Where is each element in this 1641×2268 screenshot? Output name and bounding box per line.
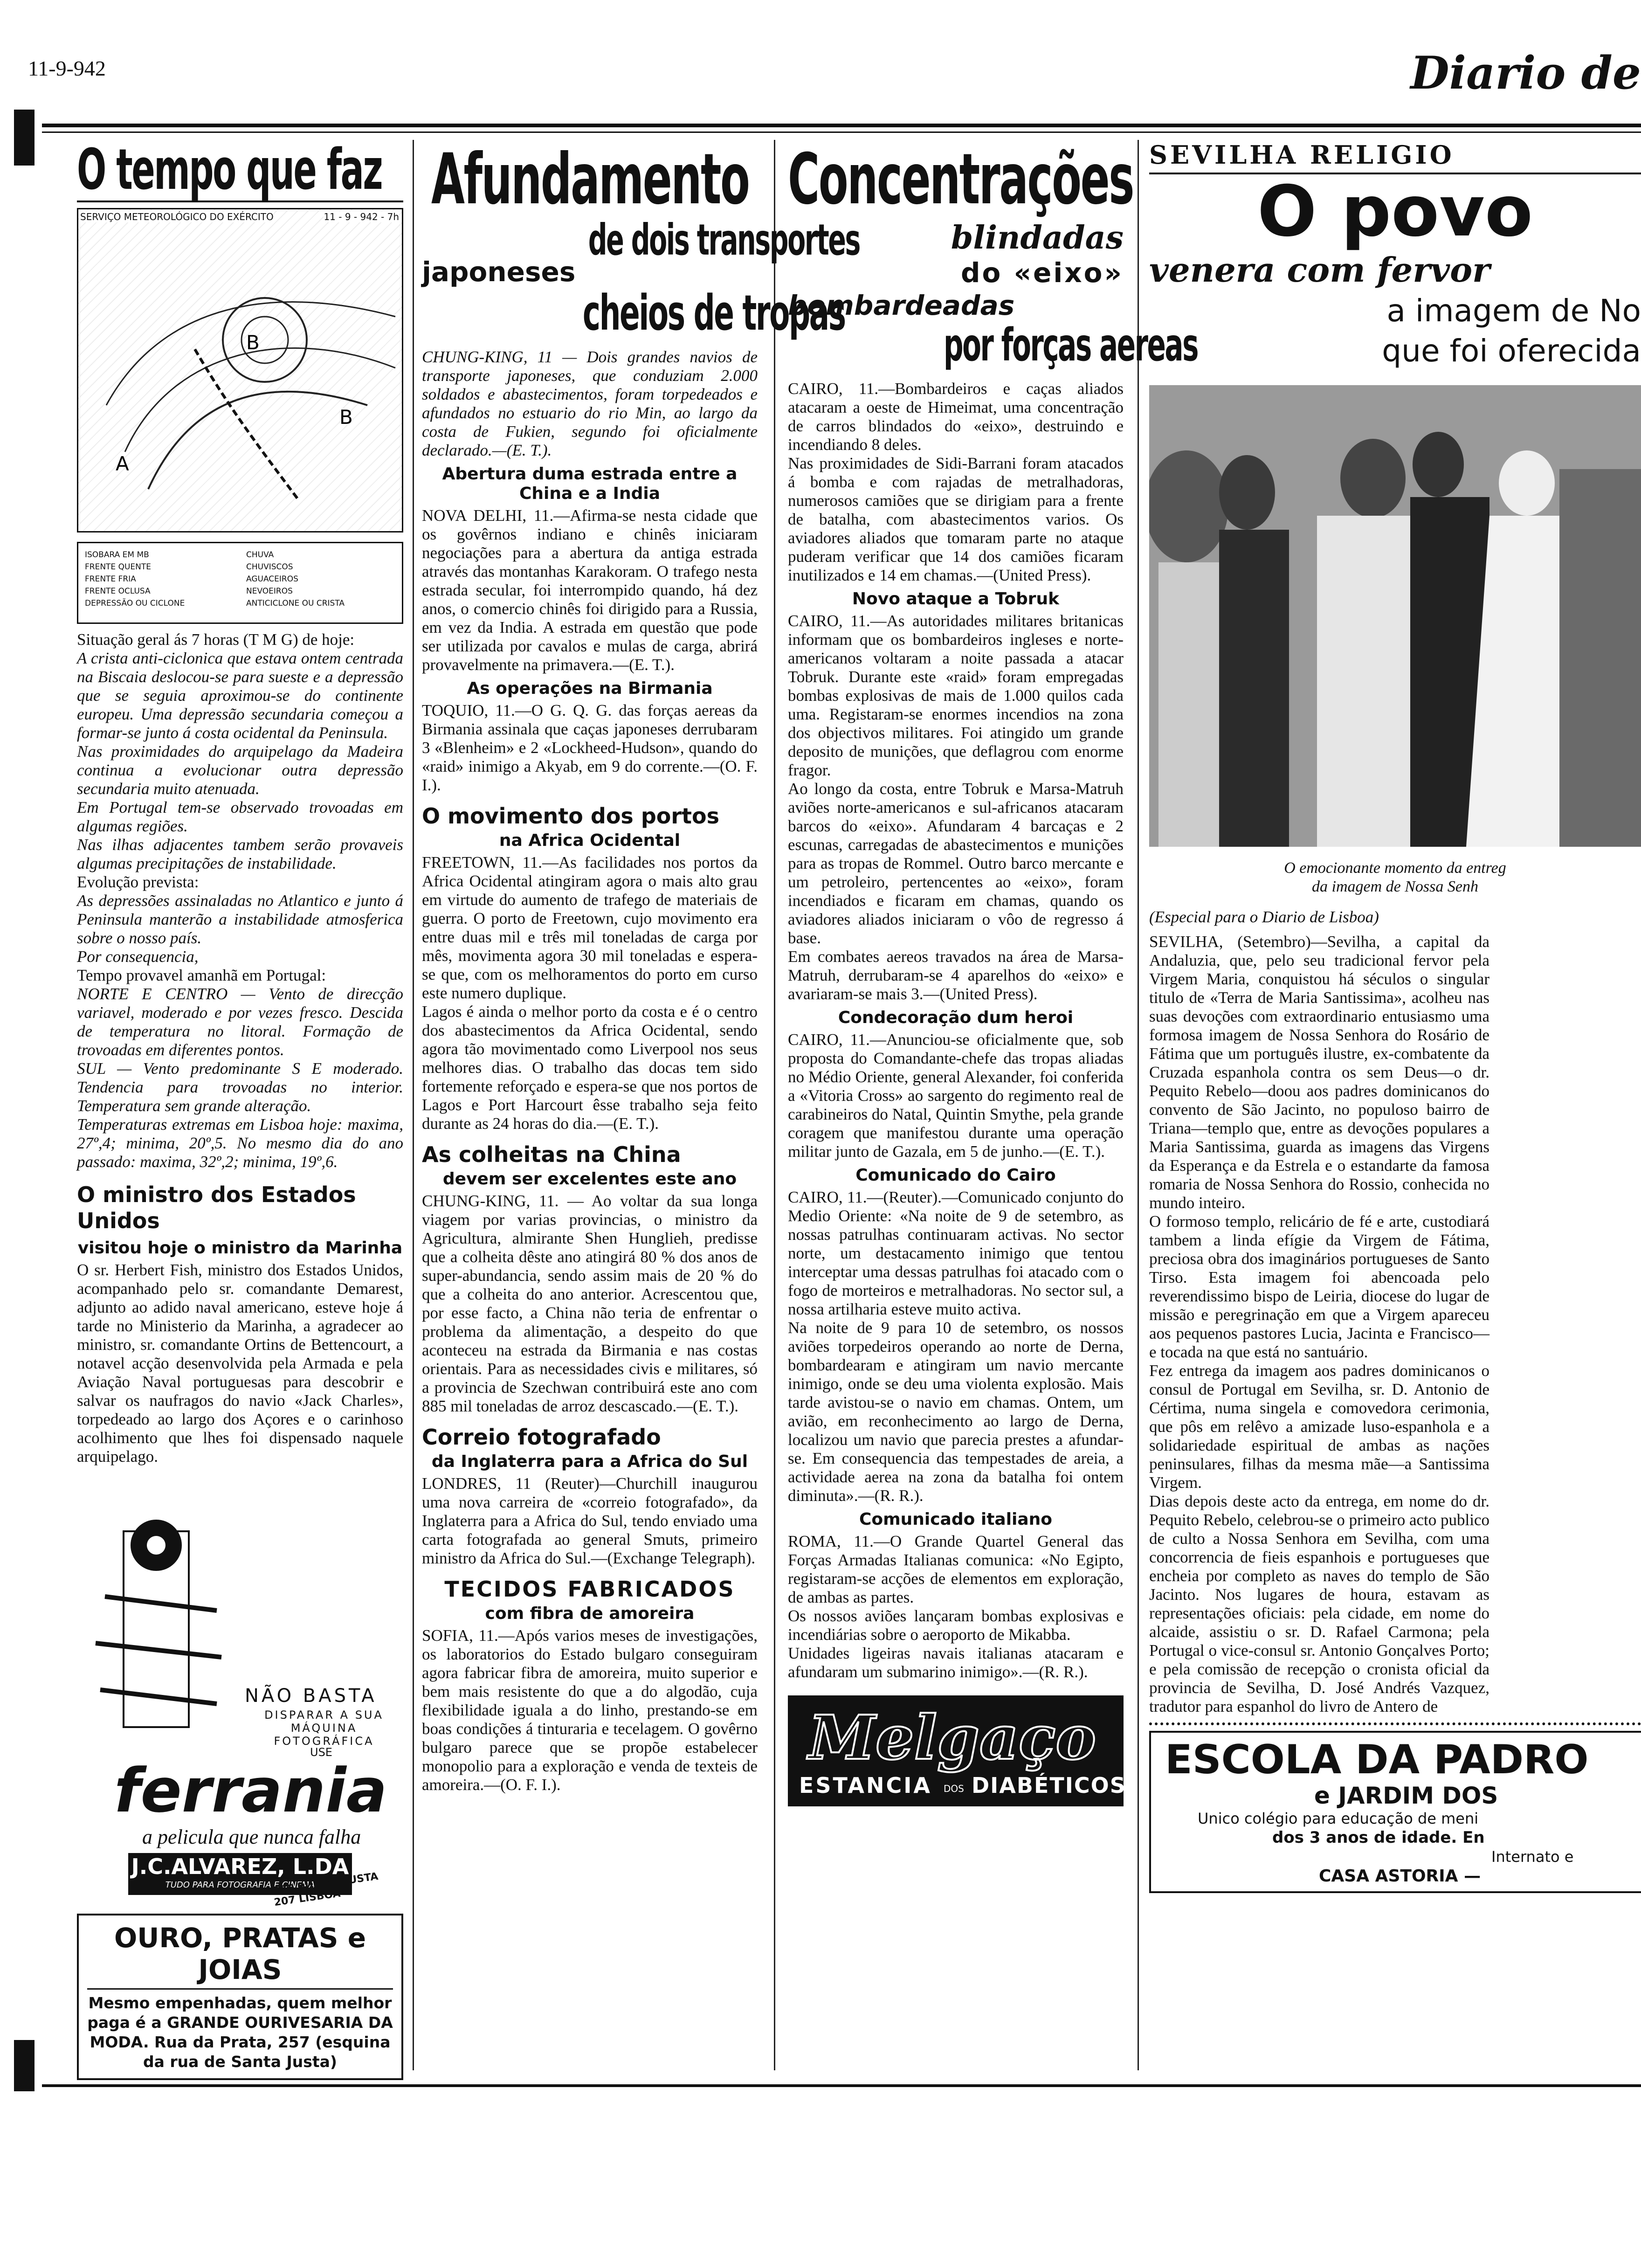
column-sevilha bbox=[1149, 140, 1641, 1893]
subheadline: Comunicado italiano bbox=[859, 1510, 1053, 1529]
photo-caption-1: O emocionante momento da entreg bbox=[1284, 859, 1506, 877]
weather-map bbox=[77, 208, 403, 532]
article-paragraph: Em combates aereos travados na área de Marsa-Matruh, derrubaram-se 4 aparelhos do «eixo» e avariaram-se mais 3.—(United Press). bbox=[788, 947, 1124, 1003]
map-date: 11 - 9 - 942 - 7h bbox=[324, 211, 399, 222]
legend-item: CHUVA bbox=[246, 550, 274, 560]
school-ad-line4: dos 3 anos de idade. En bbox=[1272, 1828, 1485, 1847]
section-subheadline: devem ser excelentes este ano bbox=[442, 1169, 737, 1189]
weather-paragraph: A crista anti-ciclonica que estava ontem centrada na Biscaia deslocou-se para sueste e a depressão que se seguia aproximou-se do continente europeu. Uma depressão secundaria começou a formar-se junto á costa ocidental da Peninsula. bbox=[77, 649, 403, 742]
weather-paragraph: Por consequencia, bbox=[77, 947, 199, 966]
article-paragraph: LONDRES, 11 (Reuter)—Churchill inaugurou uma nova carreira de «correio fotografado», da Inglaterra para a Africa do Sul, tendo enviado uma carta fotografada ao general Smuts, primeiro ministro da Africa do Sul.—(Exchange Telegraph). bbox=[422, 1474, 758, 1567]
headline-line4: cheios de tropas bbox=[582, 284, 845, 341]
weather-paragraph: SUL — Vento predominante S E moderado. Tendencia para trovoadas no interior. Temperatura sem grande alteração. bbox=[77, 1059, 403, 1115]
left-margin-bar-bottom bbox=[14, 2040, 34, 2091]
ad-shop: J.C.ALVAREZ, L.DA bbox=[131, 1854, 349, 1879]
top-rule bbox=[42, 124, 1641, 127]
headline-line4: bombardeadas bbox=[788, 290, 1015, 321]
article-paragraph: Na noite de 9 para 10 de setembro, os nossos aviões torpedeiros operando ao norte de Derna, bombardearam e atingiram um navio mercante inimigo, onde se deu uma violenta explosão. Mais tarde avistou-se o navio em chamas. Ontem, um avião, em reconhecimento ao largo de Derna, localizou um navio que parecia prestes a afundar-se. Em consequencia das tempestades de areia, a actividade aerea na zona da batalha foi ontem diminuta».—(R. R.). bbox=[788, 1319, 1124, 1505]
article-paragraph: ROMA, 11.—O Grande Quartel General das Forças Armadas Italianas comunica: «No Egipto, registaram-se acções de elementos em exploração, de ambas as partes. bbox=[788, 1532, 1124, 1606]
weather-paragraph: Temperaturas extremas em Lisboa hoje: maxima, 27º,4; minima, 20º,5. No mesmo dia do ano passado: maxima, 32º,2; minima, 19º,6. bbox=[77, 1115, 403, 1171]
article-paragraph: Nas proximidades de Sidi-Barrani foram atacados á bomba e com rajadas de metralhadoras, numerosos camiões que se dirigiam para a frente de batalha, com abastecimentos varios. Os aviadores aliados que tomaram parte no ataque puderam verificar que 14 dos camiões ficaram inutilizados e 14 em chamas.—(United Press). bbox=[788, 454, 1124, 584]
issue-date: 11-9-942 bbox=[28, 56, 106, 80]
melgaco-sub1: ESTANCIA bbox=[799, 1773, 932, 1798]
weather-headline: O tempo que faz bbox=[77, 138, 382, 202]
subheadline: Novo ataque a Tobruk bbox=[852, 589, 1060, 608]
melgaco-sub3: DIABÉTICOS bbox=[972, 1773, 1126, 1798]
section-headline: As colheitas na China bbox=[422, 1142, 681, 1167]
bottom-rule bbox=[42, 2084, 1641, 2087]
article-headline: O ministro dos Estados Unidos bbox=[77, 1182, 356, 1233]
article-paragraph: SEVILHA, (Setembro)—Sevilha, a capital da Andaluzia, que, pelo seu tradicional fervor pela Virgem Maria, conquistou há séculos o singular titulo de «Terra de Maria Santissima», acolheu nas suas devoções com extraordinario entusiasmo uma formosa imagem de Nossa Senhora do Rosário de Fátima que um português ilustre, ex-combatente da Cruzada espanhola contra os sem Deus—o dr. Pequito Rebelo—doou aos padres dominicanos do convento de São Jacinto, no populoso bairro de Triana—templo que, entre as devoções populares a Maria Santissima, guarda as imagens das Virgens da Esperança e da Estrela e o estandarte da famosa romaria de Nossa Senhora do Rossio, conhecida no mundo inteiro. bbox=[1149, 933, 1489, 1212]
headline-line3: do «eixo» bbox=[961, 257, 1124, 289]
ferrania-ad bbox=[77, 1503, 403, 1909]
headline-line3: japoneses bbox=[422, 256, 576, 288]
headline-main: Afundamento bbox=[431, 139, 749, 220]
article-paragraph: Unidades ligeiras navais italianas atacaram e afundaram um submarino inimigo».—(R. R.). bbox=[788, 1644, 1124, 1681]
svg-text:A: A bbox=[116, 452, 129, 475]
credit-line: (Especial para o Diario de Lisboa) bbox=[1149, 908, 1379, 926]
weather-paragraph: Tempo provavel amanhã em Portugal: bbox=[77, 966, 326, 984]
headline-main: O povo bbox=[1257, 171, 1533, 252]
article-paragraph: NOVA DELHI, 11.—Afirma-se nesta cidade que os govêrnos indiano e chinês iniciaram negociações para a abertura da antiga estrada através das montanhas Karakoram. O trafego nesta estrada secular, foi interrompido quando, há dez anos, o comercio chinês foi dirigido para a Russia, em vez da India. A estrada em questão que pode ser utilizada por cavalos e mulas de carga, abrirá provavelmente na primavera.—(E. T.). bbox=[422, 506, 758, 674]
photo-caption-2: da imagem de Nossa Senh bbox=[1312, 878, 1478, 895]
svg-text:B: B bbox=[339, 406, 353, 429]
melgaco-ad bbox=[788, 1695, 1124, 1806]
legend-left bbox=[85, 549, 185, 609]
headline-line5-wrap bbox=[788, 319, 1198, 371]
article-paragraph: Lagos é ainda o melhor porto da costa e é o centro dos abastecimentos da Africa Ocidental, sendo agora tão movimentado como Liverpool nos seus melhores dias. O trabalho das docas tem sido fortemente reforçado e espera-se que nos portos de Lagos e Port Harcourt êsse trabalho seja feito durante as 24 horas do dia.—(E. T.). bbox=[422, 1003, 758, 1133]
weather-paragraph: Nas proximidades do arquipelago da Madeira continua a evolucionar outra depressão secundaria muito atenuada. bbox=[77, 742, 403, 798]
jewelry-ad-title: OURO, PRATAS e JOIAS bbox=[87, 1922, 393, 1990]
school-ad-title: ESCOLA DA PADRO bbox=[1165, 1736, 1589, 1783]
weather-paragraph: Situação geral ás 7 horas (T M G) de hoje: bbox=[77, 630, 355, 649]
column-weather bbox=[77, 140, 403, 2080]
newspaper-title: Diario de bbox=[1410, 47, 1641, 99]
map-caption: SERVIÇO METEOROLÓGICO DO EXÉRCITO bbox=[80, 211, 274, 222]
legend-item: ANTICICLONE OU CRISTA bbox=[246, 599, 345, 608]
article-paragraph: SOFIA, 11.—Após varios meses de investigações, os laboratorios do Estado bulgaro conseguiram agora fabricar fibra de amoreira, muito superior e bem mais resistente do que a do algodão, cuja flexibilidade iguala a do linho, prestando-se em boas condições á tinturaria e tecelagem. O govêrno bulgaro parece que se propõe estabelecer monopolio para a exploração e venda de texteis de amoreira.—(O. F. I.). bbox=[422, 1626, 758, 1794]
column-war bbox=[788, 139, 1198, 1806]
article-paragraph: CAIRO, 11.—(Reuter).—Comunicado conjunto do Medio Oriente: «Na noite de 9 de setembro, as nossas patrulhas continuaram activas. No sector norte, um destacamento inimigo que tentou interceptar uma dessas patrulhas foi atacado com o fogo de morteiros e metralhadoras. No sector sul, a nossa artilharia esteve muito activa. bbox=[788, 1188, 1124, 1318]
article-subheadline: visitou hoje o ministro da Marinha bbox=[77, 1238, 403, 1258]
subheadline: As operações na Birmania bbox=[467, 679, 713, 698]
legend-item: ISOBARA EM MB bbox=[85, 550, 149, 560]
top-rule-thin bbox=[42, 131, 1641, 133]
article-paragraph: CAIRO, 11.—Bombardeiros e caças aliados atacaram a oeste de Himeimat, uma concentração de carros blindados do «eixo», destruindo e incendiando 8 deles. bbox=[788, 380, 1124, 454]
headline-line5: por forças aereas bbox=[944, 319, 1198, 371]
column-divider bbox=[413, 140, 414, 2070]
legend-item: FRENTE FRIA bbox=[85, 574, 136, 584]
school-ad-line6: CASA ASTORIA — bbox=[1319, 1867, 1481, 1886]
column-news bbox=[422, 139, 860, 1794]
article-paragraph: Ao longo da costa, entre Tobruk e Marsa-Matruh aviões norte-americanos e sul-africanos atacaram barcos do «eixo». Afundaram 4 barcaças e 2 escunas, carregadas de abastecimentos e munições para as tropas de Rommel. Outro barco mercante e um petroleiro, pertencentes ao «eixo», foram incendiados e ficaram em chamas, quando os aviadores aliados iniciaram o vôo de regresso á base. bbox=[788, 780, 1124, 947]
headline-line2: blindadas bbox=[951, 219, 1124, 256]
ad-shop-sub: TUDO PARA FOTOGRAFIA E CINEMA bbox=[165, 1880, 315, 1890]
school-ad-line2: e JARDIM DOS bbox=[1314, 1782, 1498, 1809]
ad-slogan: a pelicula que nunca falha bbox=[142, 1825, 361, 1848]
legend-item: CHUVISCOS bbox=[246, 562, 293, 572]
sevilha-article-body bbox=[1149, 933, 1489, 1716]
school-ad-line5: Internato e bbox=[1491, 1848, 1574, 1866]
headline-line2-wrap bbox=[422, 215, 860, 265]
jewelry-ad bbox=[77, 1914, 403, 2080]
legend-item: AGUACEIROS bbox=[246, 574, 298, 584]
article-paragraph: Fez entrega da imagem aos padres dominicanos o consul de Portugal em Sevilha, sr. D. Antonio de Cértima, numa singela e comovedora cerimonia, que pôs em relêvo a amizade luso-espanhola e a solidariedade espiritual de ambas as nações peninsulares, filhas da mesma mãe—a Santissima Virgem. bbox=[1149, 1362, 1489, 1492]
weather-paragraph: Nas ilhas adjacentes tambem serão provaveis algumas precipitações de instabilidade. bbox=[77, 836, 403, 872]
section-subheadline: na Africa Ocidental bbox=[499, 831, 681, 850]
headline-line2: venera com fervor bbox=[1149, 250, 1490, 290]
weather-headline-box bbox=[77, 140, 403, 202]
weather-paragraph: As depressões assinaladas no Atlantico e junto á Peninsula manterão a instabilidade atmosferica sobre o nosso país. bbox=[77, 892, 403, 947]
subheadline: Comunicado do Cairo bbox=[855, 1166, 1056, 1185]
subheadline: Condecoração dum heroi bbox=[838, 1008, 1074, 1027]
school-ad-line3: Unico colégio para educação de meni bbox=[1198, 1810, 1479, 1827]
legend-item: FRENTE OCLUSA bbox=[85, 587, 151, 596]
article-paragraph: Dias depois deste acto da entrega, em nome do dr. Pequito Rebelo, celebrou-se o primeiro acto publico de culto a Nossa Senhora em Sevilha, com uma concorrencia de fieis espanhois e portugueses que encheia por completo as naves do templo de São Jacinto. Nos lugares de houra, estavam as representações oficiais: pela cidade, em nome do alcaide, assistiu o sr. D. Rafael Carmona; pela Portugal o vice-consul sr. Antonio Gonçalves Porto; e pela comissão de recepção o cronista oficial da provincia de Sevilha, D. José Andrés Vazquez, tradutor para espanhol do livro de Antero de bbox=[1149, 1492, 1489, 1715]
article-paragraph: CHUNG-KING, 11. — Ao voltar da sua longa viagem por varias provincias, o ministro da Agricultura, almirante Shen Hunglieh, predisse que a colheita dêste ano atingirá 80 % dos anos de super-abundancia, sendo assim mais de 20 % do que a colheita do ano anterior. Acrescentou que, por esse facto, a China não teria de enfrentar o problema da alimentação, a despeito do que aconteceu na estrada da Birmania e nas costas orientais. Para as necessidades civis e militares, só a provincia de Szechwan contribuirá este ano com 885 mil toneladas de arroz descascado.—(E. T.). bbox=[422, 1192, 758, 1415]
subheadline: Abertura duma estrada entre a China e a India bbox=[442, 464, 738, 503]
jewelry-ad-body: Mesmo empenhadas, quem melhor paga é a GRANDE OURIVESARIA DA MODA. Rua da Prata, 257 (esquina da rua de Santa Justa) bbox=[87, 1994, 393, 2071]
weather-paragraph: NORTE E CENTRO — Vento de direcção variavel, moderado e por vezes fresco. Descida de temperatura no litoral. Formação de trovoadas em diferentes pontos. bbox=[77, 985, 403, 1059]
article-paragraph: Os nossos aviões lançaram bombas explosivas e incendiárias sobre o aeroporto de Mikabba. bbox=[788, 1607, 1124, 1644]
photo-figures bbox=[1149, 385, 1641, 847]
weather-paragraph: Em Portugal tem-se observado trovoadas em algumas regiões. bbox=[77, 798, 403, 835]
headline-line2: de dois transportes bbox=[588, 215, 860, 265]
section-headline: O movimento dos portos bbox=[422, 803, 720, 829]
school-ad bbox=[1149, 1722, 1641, 1893]
ad-brand: ferrania bbox=[114, 1755, 387, 1826]
headline-line3: a imagem de No bbox=[1386, 293, 1641, 329]
section-headline: Correio fotografado bbox=[422, 1424, 661, 1450]
ad-line2: DISPARAR A SUA MÁQUINA FOTOGRÁFICA bbox=[264, 1708, 384, 1748]
ad-address: 205 RUA AUGUSTA 207 LISBOA bbox=[271, 1870, 379, 1909]
kicker: SEVILHA RELIGIO bbox=[1149, 140, 1641, 174]
lead-paragraph: CHUNG-KING, 11 — Dois grandes navios de transporte japoneses, que conduziam 2.000 soldados e abastecimentos, foram torpedeados e afundados no estuario do rio Min, ao largo da costa de Fukien, segundo foi oficialmente declarado.—(E. T.). bbox=[422, 348, 758, 459]
isobar-map-graphic bbox=[78, 209, 402, 528]
legend-right bbox=[246, 549, 345, 609]
ad-line1: NÃO BASTA bbox=[245, 1685, 377, 1707]
column-divider bbox=[1138, 140, 1139, 2070]
melgaco-sub2: DOS bbox=[944, 1783, 964, 1794]
school-ad-box bbox=[1149, 1731, 1641, 1893]
article-paragraph: CAIRO, 11.—As autoridades militares britanicas informam que os bombardeiros ingleses e norte-americanos voltaram a noite passada a atacar Tobruk. Durante este «raid» foram empregadas bombas explosivas de mais de 1.000 quilos cada uma. Registaram-se enormes incendios na zona dos objectivos militares. Foi atingido um grande deposito de munições, que deflagrou com enorme fragor. bbox=[788, 612, 1124, 779]
column-divider bbox=[774, 140, 775, 2070]
section-headline: TECIDOS FABRICADOS bbox=[444, 1577, 735, 1602]
section-subheadline: da Inglaterra para a Africa do Sul bbox=[431, 1452, 748, 1471]
article-paragraph: FREETOWN, 11.—As facilidades nos portos da Africa Ocidental atingiram agora o mais alto grau em virtude do aumento de trafego de materiais de guerra. O porto de Freetown, cujo movimento era entre duas mil e três mil toneladas de carga por mês, movimenta agora 30 mil toneladas e espera-se que, com os melhoramentos do porto em curso este numero duplique. bbox=[422, 853, 758, 1002]
article-paragraph: TOQUIO, 11.—O G. Q. G. das forças aereas da Birmania assinala que caças japoneses derrubaram 3 «Blenheim» e 2 «Lockheed-Hudson», quando do «raid» inimigo a Akyab, em 9 do corrente.—(O. F. I.). bbox=[422, 701, 758, 794]
map-legend bbox=[77, 542, 403, 624]
religious-ceremony-photo bbox=[1149, 385, 1641, 847]
headline-line4: que foi oferecida bbox=[1382, 333, 1641, 369]
headline-line4-wrap bbox=[422, 284, 845, 341]
melgaco-brand: Melgaço bbox=[808, 1702, 1096, 1773]
legend-item: DEPRESSÃO OU CICLONE bbox=[85, 599, 185, 608]
article-paragraph: O sr. Herbert Fish, ministro dos Estados Unidos, acompanhado pelo sr. comandante Demarest, adjunto ao adido naval americano, esteve hoje á tarde no Ministerio da Marinha, a agradecer ao ministro, sr. comandante Ortins de Bettencourt, a notavel acção desenvolvida pela Armada e pela Aviação Naval portuguesas para descobrir e salvar os naufragos do navio «Jack Charles», torpedeado ao largo dos Açores e o carinhoso acolhimento que lhes foi dispensado naquele arquipelago. bbox=[77, 1261, 403, 1466]
headline-main: Concentrações bbox=[788, 139, 1134, 220]
section-subheadline: com fibra de amoreira bbox=[485, 1604, 695, 1623]
legend-item: FRENTE QUENTE bbox=[85, 562, 151, 572]
weather-paragraph: Evolução prevista: bbox=[77, 873, 199, 891]
ad-use: USE bbox=[310, 1746, 332, 1759]
article-paragraph: O formoso templo, relicário de fé e arte, custodiará tambem a linda efígie da Virgem de Fátima, preciosa obra dos imaginários portugueses de Santo Tirso. Esta imagem foi abencoada pelo reverendissimo bispo de Leiria, diocese do lugar de missão e peregrinação em que a Virgem apareceu aos pequenos pastores Lucia, Jacinta e Francisco—e tocada na que está no santuário. bbox=[1149, 1212, 1489, 1361]
svg-text:B: B bbox=[246, 331, 260, 354]
article-paragraph: CAIRO, 11.—Anunciou-se oficialmente que, sob proposta do Comandante-chefe das tropas aliadas no Médio Oriente, general Alexander, foi conferida a «Vitoria Cross» ao sargento do regimento real de carabineiros do Natal, Quintin Smythe, pela grande coragem que manifestou durante uma operação militar junto de Gazala, em 5 de junho.—(E. T.). bbox=[788, 1030, 1124, 1161]
legend-item: NEVOEIROS bbox=[246, 587, 293, 596]
photographer-illustration bbox=[77, 1503, 231, 1746]
left-margin-bar bbox=[14, 110, 34, 166]
